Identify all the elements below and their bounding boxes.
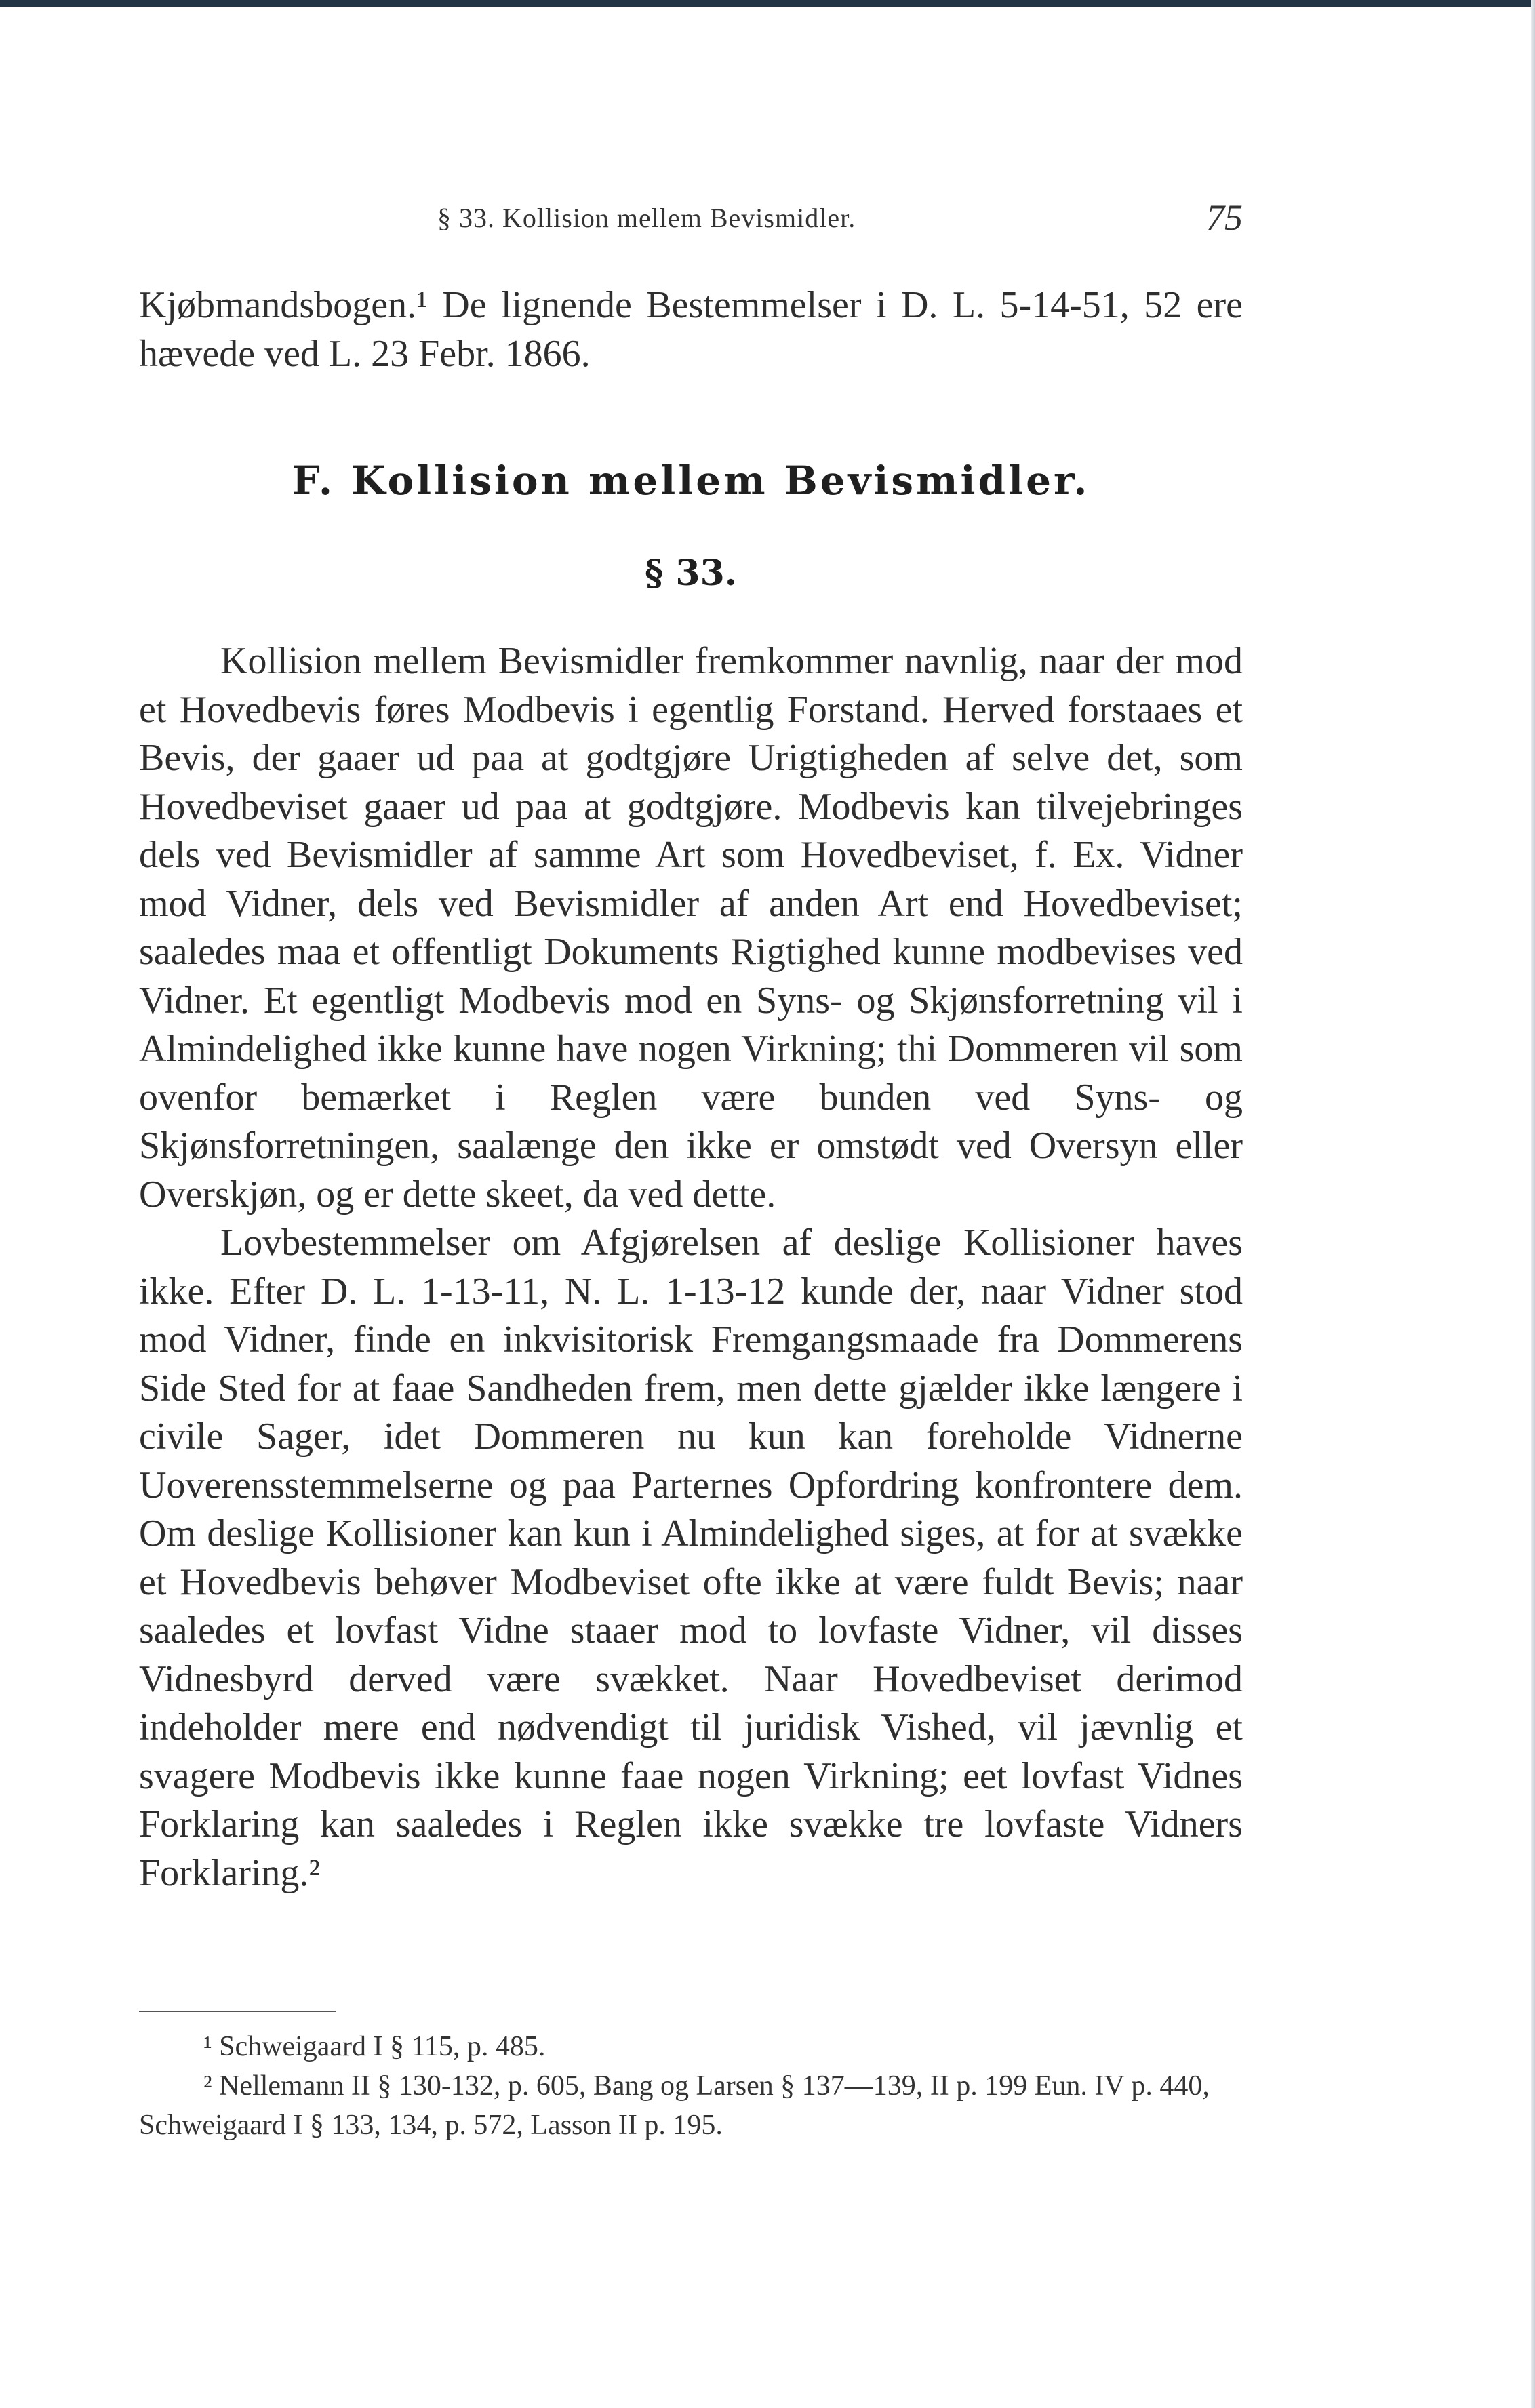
paragraph: Kollision mellem Bevismidler fremkommer navnlig, naar der mod et Hovedbevis føres Modbevis i egentlig Forstand. Herved forstaaes et Bevis, der gaaer ud paa at godtgjøre Urigtigheden af selve det, som Hovedbeviset gaaer ud paa at godtgjøre. Modbevis kan tilvejebringes dels ved Bevismidler af samme Art som Hovedbeviset, f. Ex. Vidner mod Vidner, dels ved Bevismidler af anden Art end Hovedbeviset; saaledes maa et offentligt Dokuments Rigtighed kunne modbevises ved Vidner. Et egentligt Modbevis mod en Syns- og Skjønsforretning vil i Almindelighed ikke kunne have nogen Virkning; thi Dommeren vil som ovenfor bemærket i Reglen være bunden ved Syns- og Skjønsforretningen, saalænge den ikke er omstødt ved Oversyn eller Overskjøn, og er dette skeet, da ved dette. <box>139 640 1243 1216</box>
footnote: ¹ Schweigaard I § 115, p. 485. <box>203 2031 546 2062</box>
section-title: F. Kollision mellem Bevismidler. <box>292 458 1090 504</box>
running-head <box>139 197 1243 251</box>
intro-paragraph <box>139 281 1243 378</box>
footnote: ² Nellemann II § 130-132, p. 605, Bang og Larsen § 137—139, II p. 199 Eun. IV p. 440, Schweigaard I § 133, 134, p. 572, Lasson II p. 195. <box>139 2070 1210 2141</box>
intro-text: Kjøbmandsbogen.¹ De lignende Bestemmelser i D. L. 5-14-51, 52 ere hævede ved L. 23 Febr. 1866. <box>139 284 1243 375</box>
section-number: § 33. <box>645 553 737 594</box>
running-title: § 33. Kollision mellem Bevismidler. <box>437 203 856 233</box>
paragraph: Lovbestemmelser om Afgjørelsen af deslige Kollisioner haves ikke. Efter D. L. 1-13-11, N. L. 1-13-12 kunde der, naar Vidner stod mod Vidner, finde en inkvisitorisk Fremgangsmaade fra Dommerens Side Sted for at faae Sandheden frem, men dette gjælder ikke længere i civile Sager, idet Dommeren nu kun kan foreholde Vidnerne Uoverensstemmelserne og paa Parternes Opfordring konfrontere dem. Om deslige Kollisioner kan kun i Almindelighed siges, at for at svække et Hovedbevis behøver Modbeviset ofte ikke at være fuldt Bevis; naar saaledes et lovfast Vidne staaer mod to lovfaste Vidner, vil disses Vidnesbyrd derved være svækket. Naar Hovedbeviset derimod indeholder mere end nødvendigt til juridisk Vished, vil jævnlig et svagere Modbevis ikke kunne faae nogen Virkning; eet lovfast Vidnes Forklaring kan saaledes i Reglen ikke svække tre lovfaste Vidners Forklaring.² <box>139 1222 1243 1894</box>
body-text <box>139 637 1243 1898</box>
footnotes <box>139 2027 1243 2145</box>
footnote-divider <box>139 2011 336 2012</box>
page-number: 75 <box>1206 197 1243 238</box>
